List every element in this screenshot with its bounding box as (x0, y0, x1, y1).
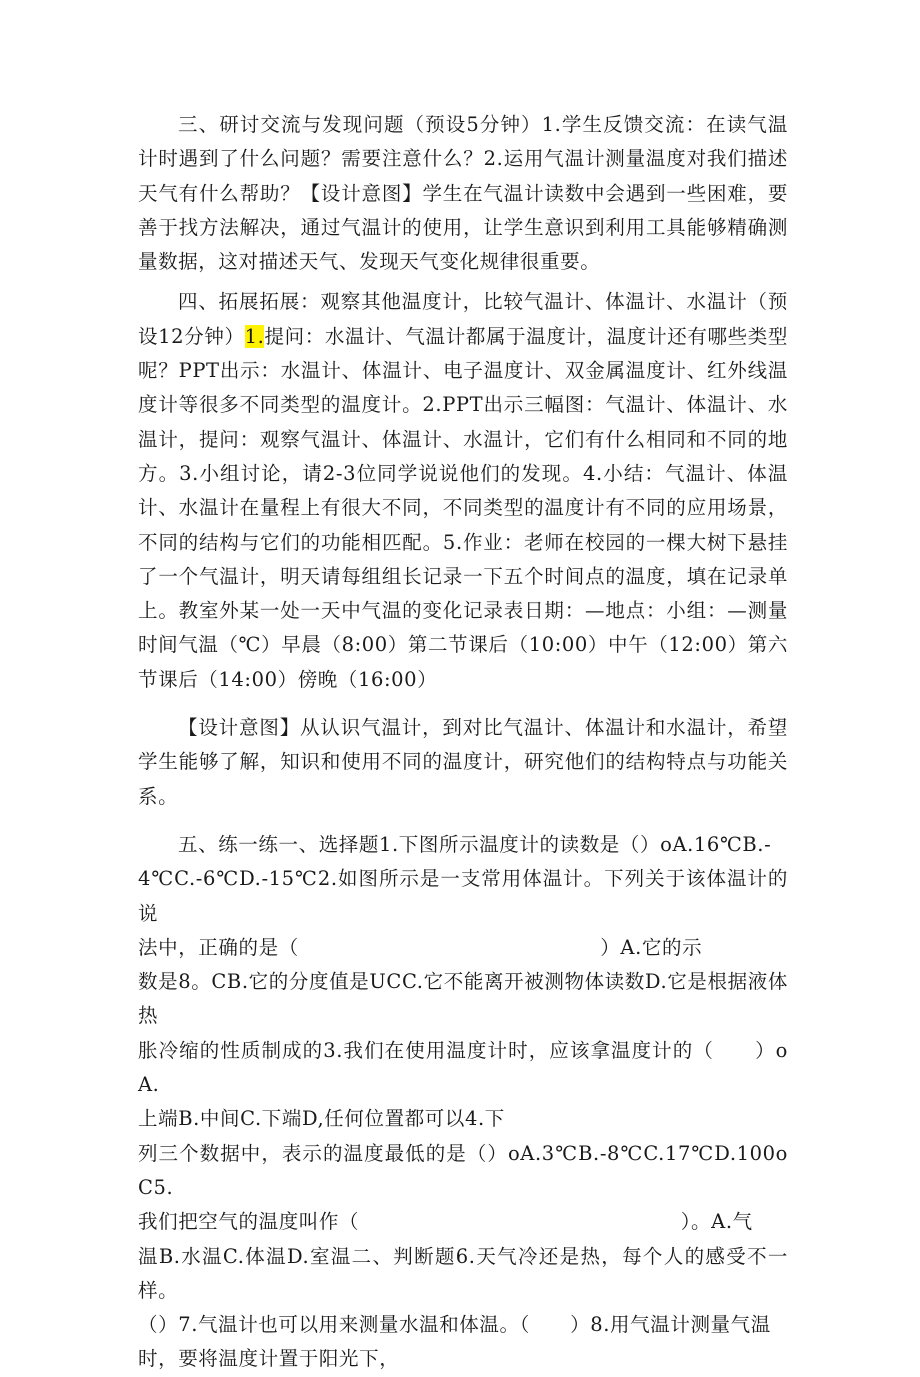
exercise-line: 温B.水温C.体温D.室温二、判断题6.天气冷还是热，每个人的感受不一样。 (138, 1244, 788, 1302)
section-4-paragraph (138, 285, 788, 697)
exercise-line: 时，要将温度计置于阳光下， (138, 1347, 400, 1371)
section-3-paragraph: 三、研讨交流与发现问题（预设5分钟）1.学生反馈交流：在读气温计时遇到了什么问题？需要注意什么？2.运用气温计测量温度对我们描述天气有什么帮助？【设计意图】学生在气温计读数中会遇到一些困难，要善于找方法解决，通过气温计的使用，让学生意识到利用工具能够精确测量数据，这对描述天气、发现天气变化规律很重要。 (138, 113, 788, 274)
section-5-exercises (138, 828, 788, 1377)
exercise-line: 上端B.中间C.下端D,任何位置都可以4.下 (138, 1107, 505, 1131)
exercise-line: 列三个数据中，表示的温度最低的是（）oA.3℃B.-8℃C.17℃D.100oC5. (138, 1141, 788, 1199)
highlighted-item-number: 1. (244, 324, 265, 348)
exercise-line: 胀冷缩的性质制成的3.我们在使用温度计时，应该拿温度计的（ ）oA. (138, 1038, 788, 1097)
section-4-body: 提问：水温计、气温计都属于温度计，温度计还有哪些类型呢？PPT出示：水温计、体温计、电子温度计、双金属温度计、红外线温度计等很多不同类型的温度计。2.PPT出示三幅图：气温计、体温计、水温计，提问：观察气温计、体温计、水温计，它们有什么相同和不同的地方。3.小组讨论，请2-3位同学说说他们的发现。4.小结：气温计、体温计、水温计在量程上有很大不同，不同类型的温度计有不同的应用场景，不同的结构与它们的功能相匹配。5.作业：老师在校园的一棵大树下悬挂了一个气温计，明天请每组组长记录一下五个时间点的温度，填在记录单上。教室外某一处一天中气温的变化记录表日期：—地点：小组：—测量时间气温（℃）早晨（8:00）第二节课后（10:00）中午（12:00）第六节课后（14:00）傍晚（16:00） (138, 324, 788, 691)
exercise-line: 我们把空气的温度叫作（ ）。A.气 (138, 1210, 753, 1234)
exercise-line: （）7.气温计也可以用来测量水温和体温。（ ）8.用气温计测量气温 (138, 1313, 771, 1337)
design-intent-paragraph: 【设计意图】从认识气温计，到对比气温计、体温计和水温计，希望学生能够了解，知识和使用不同的温度计，研究他们的结构特点与功能关系。 (138, 716, 788, 808)
section-4-intro: 四、拓展拓展：观察其他温度计，比较气温计、体温计、水温计（预设12分钟） (138, 290, 788, 348)
exercise-line: 数是8。CB.它的分度值是UCC.它不能离开被测物体读数D.它是根据液体热 (138, 970, 788, 1028)
exercise-line: 五、练一练一、选择题1.下图所示温度计的读数是（）oA.16℃B.- (178, 832, 772, 856)
exercise-line: 4℃C.-6℃D.-15℃2.如图所示是一支常用体温计。下列关于该体温计的说 (138, 867, 788, 925)
document-page (138, 108, 788, 1377)
exercise-line: 法中，正确的是（ ）A.它的示 (138, 935, 703, 959)
